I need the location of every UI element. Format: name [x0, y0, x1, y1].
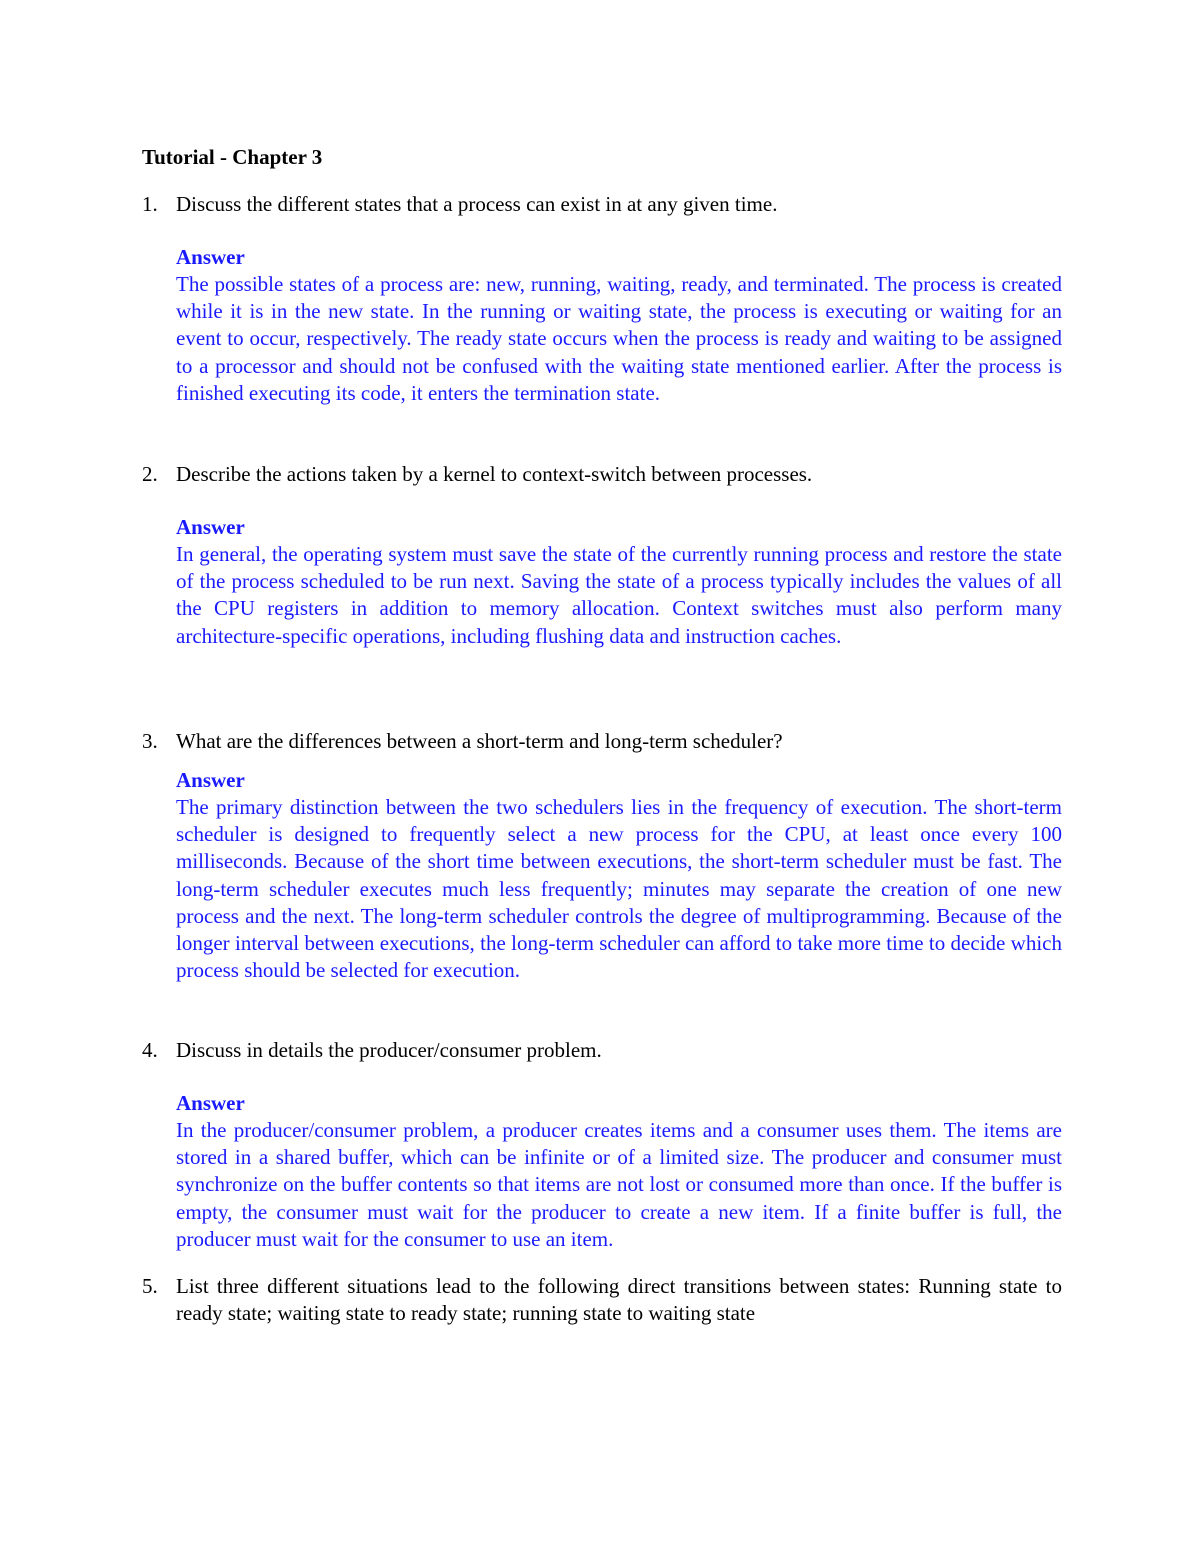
answer-text: The possible states of a process are: new, running, waiting, ready, and terminated. The process is created while it is in the new state. In the running or waiting state, the process is executing or waiting for an event to occur, respectively. The ready state occurs when the process is ready and waiting to be assigned to a processor and should not be confused with the waiting state mentioned earlier. After the process is finished executing its code, it enters the termination state. — [176, 272, 1062, 405]
page-title: Tutorial - Chapter 3 — [142, 145, 323, 169]
answer-label: Answer — [176, 768, 245, 792]
question-number: 5. — [142, 1274, 158, 1298]
question-text: Discuss in details the producer/consumer problem. — [176, 1038, 602, 1062]
question-number: 2. — [142, 462, 158, 486]
question-text: List three different situations lead to the following direct transitions between states: Running state to ready state; waiting state to ready state; running state to waiting state — [176, 1274, 1062, 1325]
answer-block — [176, 244, 1062, 407]
answer-label: Answer — [176, 1091, 245, 1115]
question-number: 1. — [142, 192, 158, 216]
answer-block — [176, 514, 1062, 650]
answer-label: Answer — [176, 515, 245, 539]
question-text: Describe the actions taken by a kernel to context-switch between processes. — [176, 462, 813, 486]
answer-block — [176, 767, 1062, 984]
question-number: 4. — [142, 1038, 158, 1062]
question-number: 3. — [142, 729, 158, 753]
answer-text: The primary distinction between the two schedulers lies in the frequency of execution. The short-term scheduler is designed to frequently select a new process for the CPU, at least once every 100 milliseconds. Because of the short time between executions, the short-term scheduler must be fast. The long-term scheduler executes much less frequently; minutes may separate the creation of one new process and the next. The long-term scheduler controls the degree of multiprogramming. Because of the longer interval between executions, the long-term scheduler can afford to take more time to decide which process should be selected for execution. — [176, 795, 1062, 983]
answer-text: In general, the operating system must save the state of the currently running process and restore the state of the process scheduled to be run next. Saving the state of a process typically includes the values of all the CPU registers in addition to memory allocation. Context switches must also perform many architecture-specific operations, including flushing data and instruction caches. — [176, 542, 1062, 648]
question-text: What are the differences between a short-term and long-term scheduler? — [176, 729, 783, 753]
question-text: Discuss the different states that a process can exist in at any given time. — [176, 192, 778, 216]
answer-text: In the producer/consumer problem, a producer creates items and a consumer uses them. The items are stored in a shared buffer, which can be infinite or of a limited size. The producer and consumer must synchronize on the buffer contents so that items are not lost or consumed more than once. If the buffer is empty, the consumer must wait for the producer to create a new item. If a finite buffer is full, the producer must wait for the consumer to use an item. — [176, 1118, 1062, 1251]
answer-label: Answer — [176, 245, 245, 269]
answer-block — [176, 1090, 1062, 1253]
